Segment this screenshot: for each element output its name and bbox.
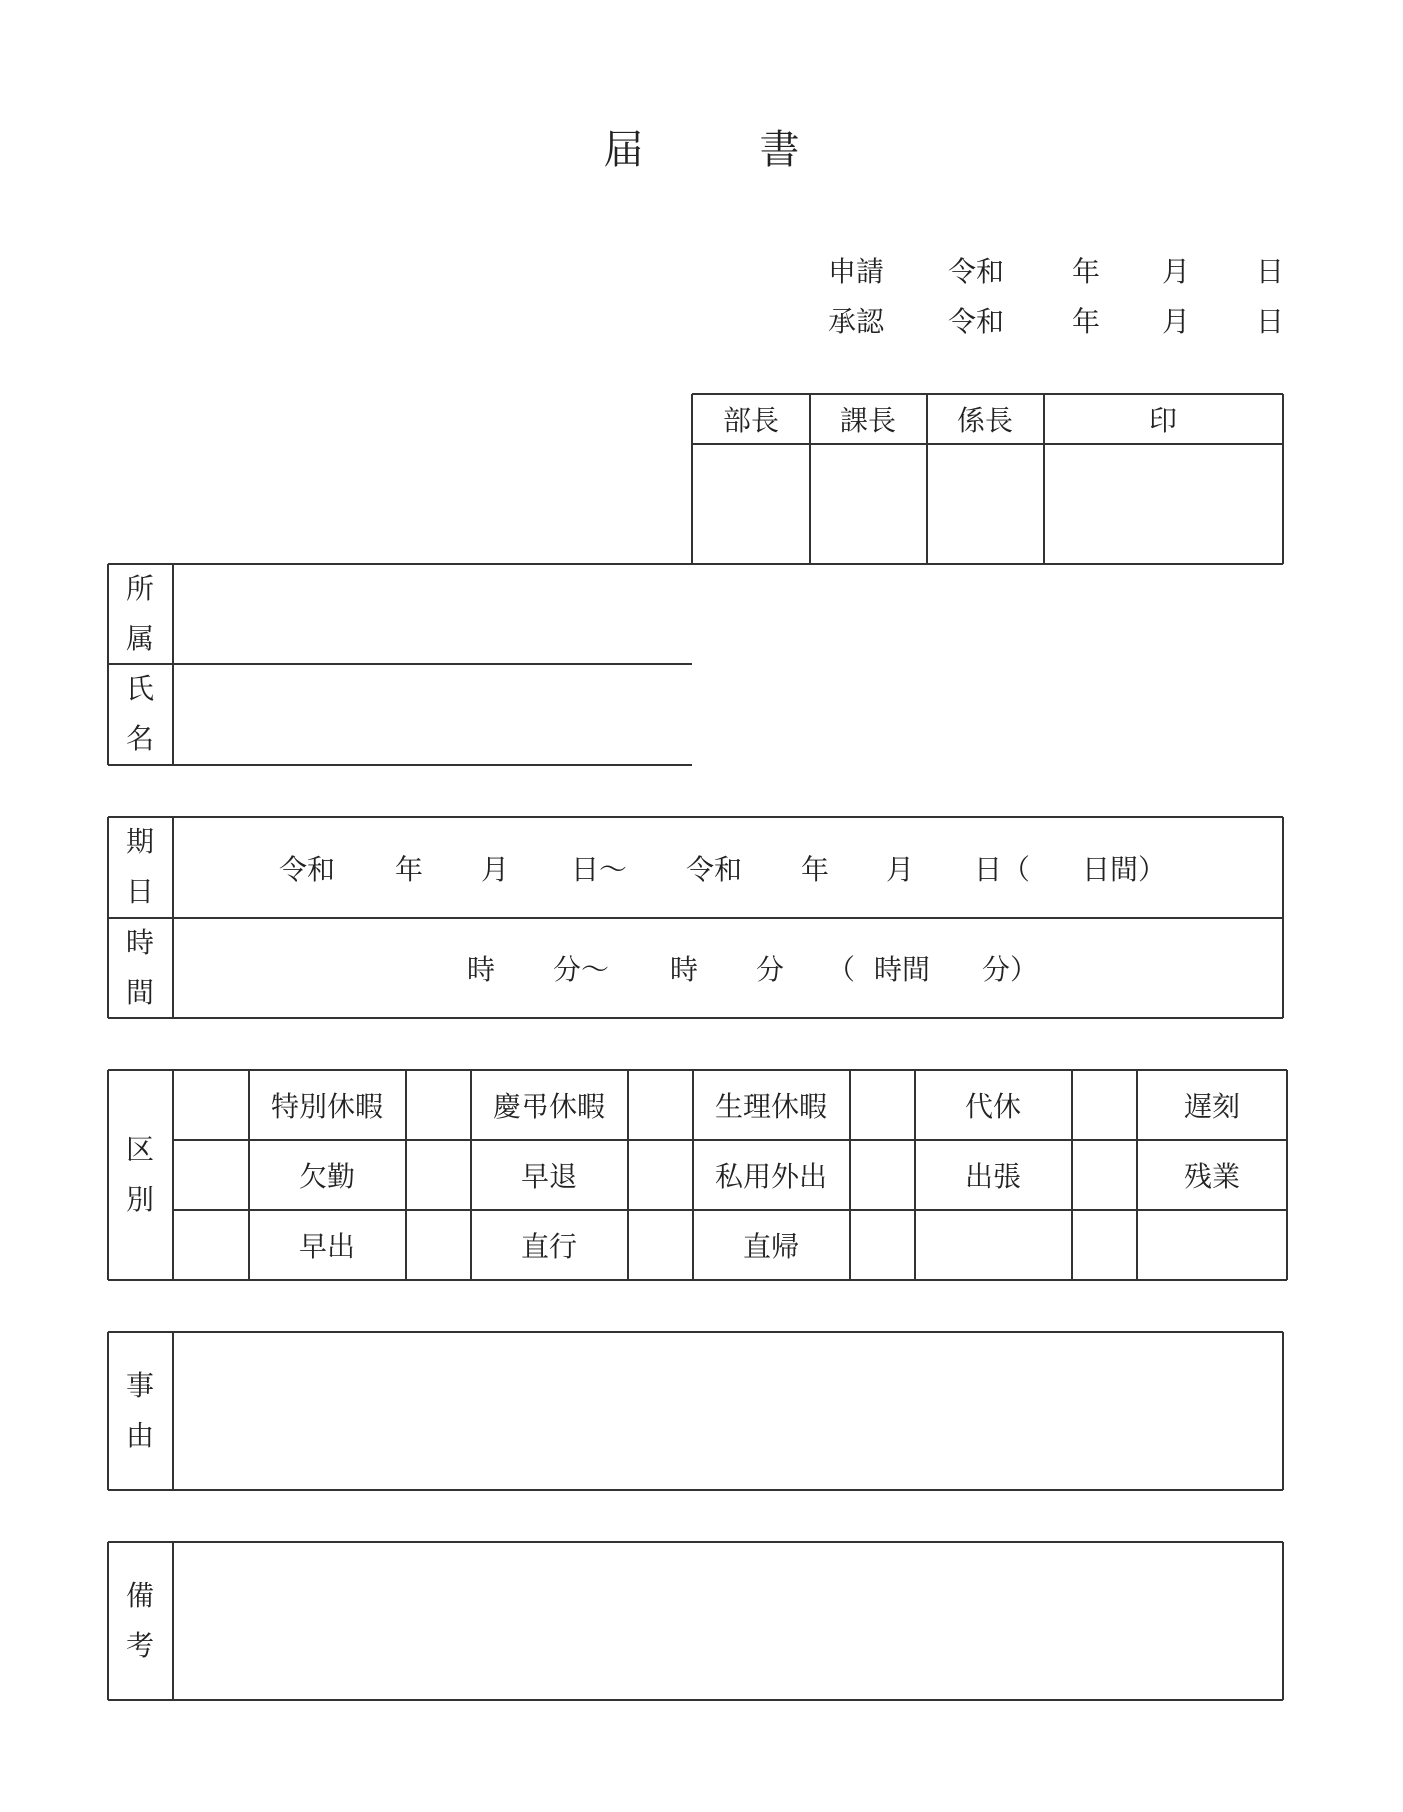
time-start-minute: 分～ [552,953,610,986]
category-tokubetsu-kyuka: 特別休暇 [270,1090,384,1123]
apply-day: 日 [1256,255,1285,288]
check-cell-hayade[interactable] [174,1211,248,1279]
time-label: 時 間 [125,926,154,1009]
category-shiyo-gaishutsu: 私用外出 [714,1160,828,1193]
time-field[interactable] [174,919,1282,1017]
reason-field[interactable] [174,1333,1282,1489]
approve-label: 承認 [828,305,885,338]
category-shutcho: 出張 [964,1160,1022,1193]
check-cell-daikyu[interactable] [851,1071,914,1139]
check-cell-chokko[interactable] [407,1211,470,1279]
time-paren-open: （ [826,953,856,986]
check-cell-blank-2[interactable] [1073,1211,1136,1279]
category-kekkin: 欠勤 [298,1160,356,1193]
check-cell-sotai[interactable] [407,1141,470,1209]
check-cell-seiri-kyuka[interactable] [629,1071,692,1139]
period-end-day: 日（ [973,853,1031,886]
check-cell-shiyo-gaishutsu[interactable] [629,1141,692,1209]
check-cell-shutcho[interactable] [851,1141,914,1209]
category-daikyu: 代休 [964,1090,1022,1123]
remarks-field[interactable] [174,1543,1282,1699]
approve-year: 年 [1072,305,1101,338]
period-end-year: 年 [800,853,830,886]
period-start-year: 年 [394,853,424,886]
affiliation-field[interactable] [174,565,691,663]
affiliation-label: 所 属 [125,572,154,655]
apply-month: 月 [1162,255,1191,288]
period-start-day: 日～ [570,853,628,886]
category-keicho-kyuka: 慶弔休暇 [492,1090,606,1123]
category-hayade: 早出 [298,1230,356,1263]
period-label: 期 日 [125,825,154,908]
time-start-hour: 時 [466,953,496,986]
period-start-era: 令和 [278,853,336,886]
time-hours: 時間 [873,953,931,986]
time-end-minute: 分 [755,953,785,986]
period-start-month: 月 [480,853,510,886]
time-end-hour: 時 [669,953,699,986]
reason-label: 事 由 [125,1369,154,1452]
stamp-field-seal[interactable] [1045,445,1282,563]
approval-header-bucho: 部長 [722,404,780,437]
apply-label: 申請 [828,255,885,288]
check-cell-chokki[interactable] [629,1211,692,1279]
name-label: 氏 名 [125,672,154,755]
category-seiri-kyuka: 生理休暇 [714,1090,828,1123]
category-zangyo: 残業 [1183,1160,1241,1193]
approve-day: 日 [1256,305,1285,338]
stamp-field-kakaricho[interactable] [928,445,1043,563]
category-label: 区 別 [125,1133,154,1216]
check-cell-chikoku[interactable] [1073,1071,1136,1139]
check-cell-tokubetsu-kyuka[interactable] [174,1071,248,1139]
approval-header-seal: 印 [1148,404,1178,437]
period-end-month: 月 [885,853,915,886]
category-chikoku: 遅刻 [1183,1090,1241,1123]
apply-year: 年 [1072,255,1101,288]
apply-era: 令和 [948,255,1005,288]
stamp-field-bucho[interactable] [693,445,809,563]
check-cell-kekkin[interactable] [174,1141,248,1209]
check-cell-blank-1[interactable] [851,1211,914,1279]
stamp-field-kacho[interactable] [811,445,926,563]
name-field[interactable] [174,665,691,764]
remarks-label: 備 考 [125,1579,154,1662]
period-field[interactable] [174,818,1282,917]
time-minutes: 分） [981,953,1039,986]
approve-month: 月 [1162,305,1191,338]
approval-header-kacho: 課長 [839,404,897,437]
period-days: 日間） [1081,853,1167,886]
category-chokki: 直帰 [742,1230,800,1263]
approve-era: 令和 [948,305,1005,338]
check-cell-zangyo[interactable] [1073,1141,1136,1209]
check-cell-keicho-kyuka[interactable] [407,1071,470,1139]
approval-header-kakaricho: 係長 [956,404,1014,437]
page-title: 届 書 [603,127,838,173]
category-sotai: 早退 [520,1160,578,1193]
category-chokko: 直行 [520,1230,578,1263]
period-end-era: 令和 [685,853,743,886]
